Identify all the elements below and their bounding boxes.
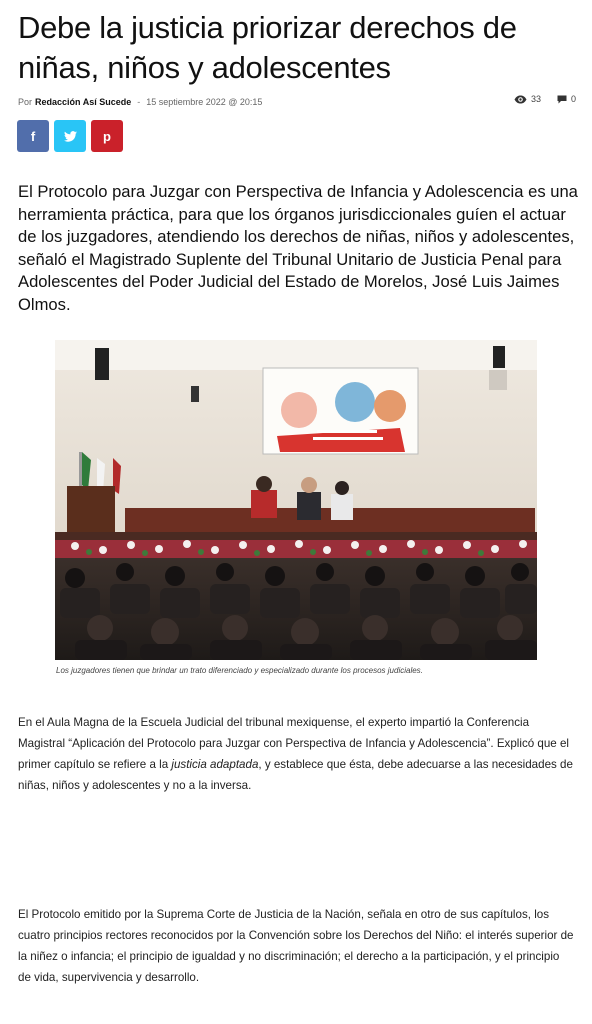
twitter-share-button[interactable] [54, 120, 86, 152]
share-buttons [17, 120, 128, 152]
facebook-icon: f [30, 128, 36, 144]
publish-date: 15 septiembre 2022 @ 20:15 [146, 97, 263, 107]
photo-caption: Los juzgadores tienen que brindar un trato diferenciado y especializado durante los procesos judiciales. [56, 666, 423, 675]
comments-count[interactable] [557, 94, 576, 104]
article-meta [18, 95, 578, 109]
article-title: Debe la justicia priorizar derechos de niñas, niños y adolescentes [18, 10, 517, 85]
pinterest-share-button[interactable] [91, 120, 123, 152]
paragraph-1-text-a: En el Aula Magna de la Escuela Judicial del tribunal mexiquense, el experto impartió la Conferencia Magistral “Aplicación del Protocolo para Juzgar con Perspectiva de Infancia y Adolescencia”. Explicó que el primer capítulo se refiere a la [18, 716, 569, 771]
views-value: 33 [530, 94, 541, 104]
paragraph-1-text-b: , y establece que ésta, debe adecuarse a las necesidades de niñas, niños y adolescentes y no a la inversa. [18, 758, 573, 792]
views-count [514, 94, 541, 104]
comment-icon [557, 95, 567, 104]
conference-photo [55, 340, 537, 660]
meta-separator: - [137, 97, 141, 107]
article-lead: El Protocolo para Juzgar con Perspectiva de Infancia y Adolescencia es una herramienta práctica, para que los órganos jurisdiccionales guíen el actuar de los juzgadores, atendiendo los derechos de niñas, niños y adolescentes, señaló el Magistrado Suplente del Tribunal Unitario de Justicia Penal para Adolescentes del Poder Judicial del Estado de Morelos, José Luis Jaimes Olmos. [18, 182, 578, 314]
paragraph-1-emphasis: justicia adaptada [171, 758, 259, 771]
author-link[interactable]: Redacción Así Sucede [35, 97, 132, 107]
article-paragraph-2: El Protocolo emitido por la Suprema Corte de Justicia de la Nación, señala en otro de sus capítulos, los cuatro principios rectores reconocidos por la Convención sobre los Derechos del Niño: el interés superior de la niñez o infancia; el principio de igualdad y no discriminación; el derecho a la participación, y el principio de vida, supervivencia y desarrollo. [18, 908, 574, 984]
article-photo [55, 340, 537, 660]
facebook-share-button[interactable] [17, 120, 49, 152]
article-stats [498, 94, 576, 104]
pinterest-icon: p [103, 128, 111, 144]
eye-icon [514, 95, 527, 104]
twitter-icon [64, 131, 77, 142]
byline-prefix: Por [18, 97, 33, 107]
article-paragraph-1 [18, 712, 574, 796]
comments-value: 0 [570, 94, 576, 104]
